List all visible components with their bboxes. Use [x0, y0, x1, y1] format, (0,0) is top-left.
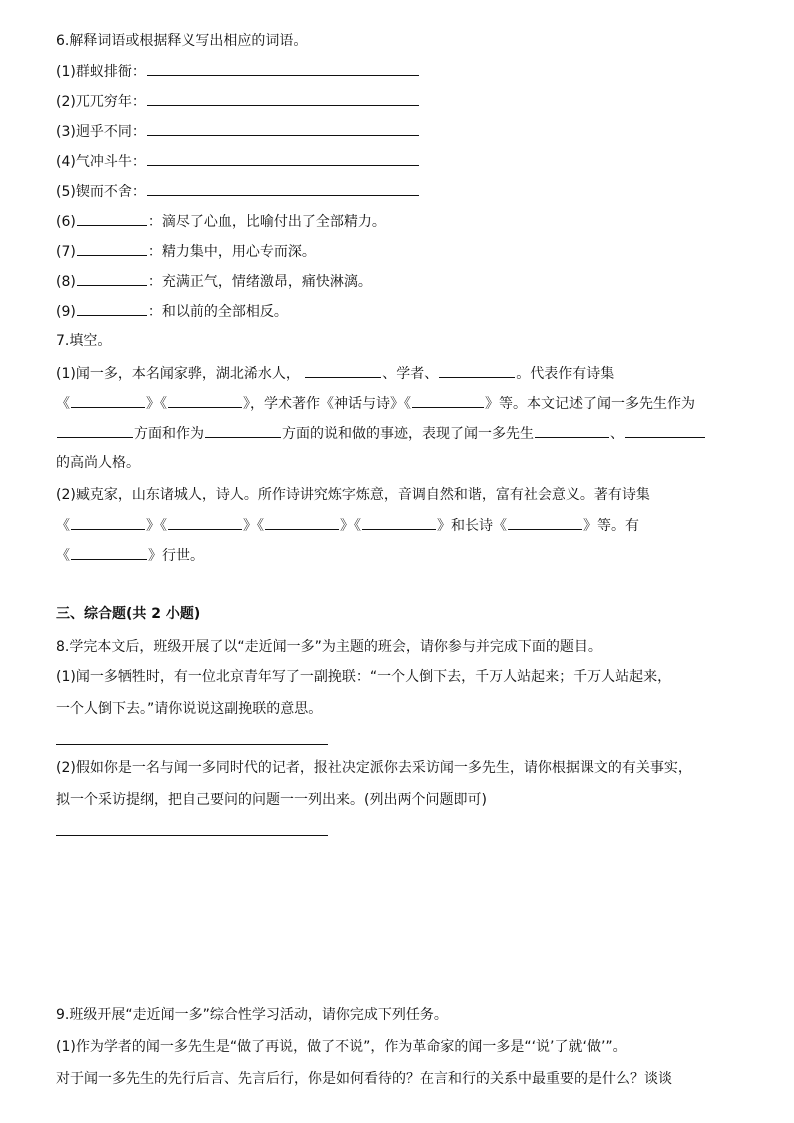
answer-blank[interactable]: [439, 363, 515, 378]
q7-p2-line3: [56, 545, 204, 566]
q7-p1-line2: [56, 393, 695, 414]
q6-def-number: (7): [56, 244, 76, 260]
q6-def-7: [56, 241, 316, 262]
q6-item-label: (2)兀兀穷年：: [56, 94, 146, 110]
q8-sub1-line2: 一个人倒下去。”请你说说这副挽联的意思。: [56, 701, 323, 717]
q7-text: 方面的说和做的事迹，表现了闻一多先生: [282, 426, 534, 442]
q8-sub1-line1: (1)闻一多牺牲时，有一位北京青年写了一副挽联：“一个人倒下去，千万人站起来；千万人站起来，: [56, 669, 672, 685]
q7-title: 7.填空。: [56, 333, 112, 349]
q8-sub2-line1: (2)假如你是一名与闻一多同时代的记者，报社决定派你去采访闻一多先生，请你根据课文的有关事实，: [56, 760, 692, 776]
answer-blank[interactable]: [625, 423, 705, 438]
answer-blank[interactable]: [205, 423, 281, 438]
answer-blank[interactable]: [412, 393, 484, 408]
answer-blank[interactable]: [305, 363, 381, 378]
answer-line[interactable]: [56, 835, 328, 836]
answer-blank[interactable]: [535, 423, 609, 438]
q6-def-8: [56, 271, 372, 292]
q7-text: 》和长诗《: [437, 518, 507, 534]
q6-def-9: [56, 301, 288, 322]
answer-blank[interactable]: [77, 211, 147, 226]
answer-blank[interactable]: [168, 515, 242, 530]
q7-p2-line2: [56, 515, 639, 536]
q6-def-6: [56, 211, 386, 232]
q7-text: 》《: [243, 518, 264, 534]
answer-blank[interactable]: [71, 545, 147, 560]
q7-text: 《: [56, 396, 70, 412]
q6-item-4: [56, 151, 420, 172]
q7-text: 、: [610, 426, 624, 442]
q7-text: 》等。本文记述了闻一多先生作为: [485, 396, 695, 412]
q6-item-3: [56, 121, 420, 142]
q7-text: 。代表作有诗集: [516, 366, 615, 382]
q7-text: 》《: [146, 518, 167, 534]
q7-text: 》《: [340, 518, 361, 534]
q7-text: 、学者、: [382, 366, 439, 382]
answer-blank[interactable]: [147, 91, 419, 106]
answer-blank[interactable]: [362, 515, 436, 530]
q6-def-number: (6): [56, 214, 76, 230]
answer-blank[interactable]: [57, 423, 133, 438]
q6-item-label: (1)群蚁排衙：: [56, 64, 146, 80]
q7-text: 》《: [146, 396, 167, 412]
q9-sub1-line2: 对于闻一多先生的先行后言、先言后行，你是如何看待的？在言和行的关系中最重要的是什么？谈谈: [56, 1071, 672, 1087]
q7-text: 》等。有: [583, 518, 639, 534]
answer-blank[interactable]: [147, 181, 419, 196]
answer-blank[interactable]: [77, 271, 147, 286]
answer-blank[interactable]: [168, 393, 242, 408]
q9-sub1-line1: (1)作为学者的闻一多先生是“做了再说，做了不说”，作为革命家的闻一多是“‘说’了就‘做’”。: [56, 1039, 627, 1055]
q8-sub2-line2: 拟一个采访提纲，把自己要问的问题一一列出来。(列出两个问题即可): [56, 792, 487, 808]
answer-blank[interactable]: [508, 515, 582, 530]
q7-text: 《: [56, 518, 70, 534]
answer-blank[interactable]: [71, 393, 145, 408]
q8-title: 8.学完本文后，班级开展了以“走近闻一多”为主题的班会，请你参与并完成下面的题目。: [56, 639, 602, 655]
q7-text: 方面和作为: [134, 426, 204, 442]
q6-def-number: (8): [56, 274, 76, 290]
q7-text: 》，学术著作《神话与诗》《: [243, 396, 411, 412]
answer-blank[interactable]: [147, 121, 419, 136]
q7-p1-line1: [56, 363, 614, 384]
q6-def-text: ：和以前的全部相反。: [147, 304, 288, 320]
q9-title: 9.班级开展“走近闻一多”综合性学习活动，请你完成下列任务。: [56, 1007, 448, 1023]
q6-item-label: (3)迥乎不同：: [56, 124, 146, 140]
answer-blank[interactable]: [265, 515, 339, 530]
q7-text: 》行世。: [148, 548, 204, 564]
answer-blank[interactable]: [147, 151, 419, 166]
q7-text: (1)闻一多，本名闻家骅，湖北浠水人，: [56, 366, 300, 382]
q7-p2-line1: (2)臧克家，山东诸城人，诗人。所作诗讲究炼字炼意，音调自然和谐，富有社会意义。著有诗集: [56, 487, 650, 503]
q6-def-number: (9): [56, 304, 76, 320]
q6-item-label: (5)锲而不舍：: [56, 184, 146, 200]
q6-item-2: [56, 91, 420, 112]
q6-item-1: [56, 61, 420, 82]
answer-blank[interactable]: [77, 241, 147, 256]
answer-blank[interactable]: [71, 515, 145, 530]
section-heading: 三、综合题(共 2 小题): [56, 606, 201, 622]
q6-def-text: ：滴尽了心血，比喻付出了全部精力。: [147, 214, 386, 230]
q6-def-text: ：精力集中，用心专而深。: [147, 244, 316, 260]
q6-item-5: [56, 181, 420, 202]
q7-p1-line3: [56, 423, 706, 444]
answer-blank[interactable]: [77, 301, 147, 316]
q7-p1-line4: 的高尚人格。: [56, 455, 140, 471]
answer-line[interactable]: [56, 744, 328, 745]
q6-def-text: ：充满正气，情绪激昂，痛快淋漓。: [147, 274, 372, 290]
q6-item-label: (4)气冲斗牛：: [56, 154, 146, 170]
q7-text: 《: [56, 548, 70, 564]
q6-title: 6.解释词语或根据释义写出相应的词语。: [56, 33, 308, 49]
answer-blank[interactable]: [147, 61, 419, 76]
